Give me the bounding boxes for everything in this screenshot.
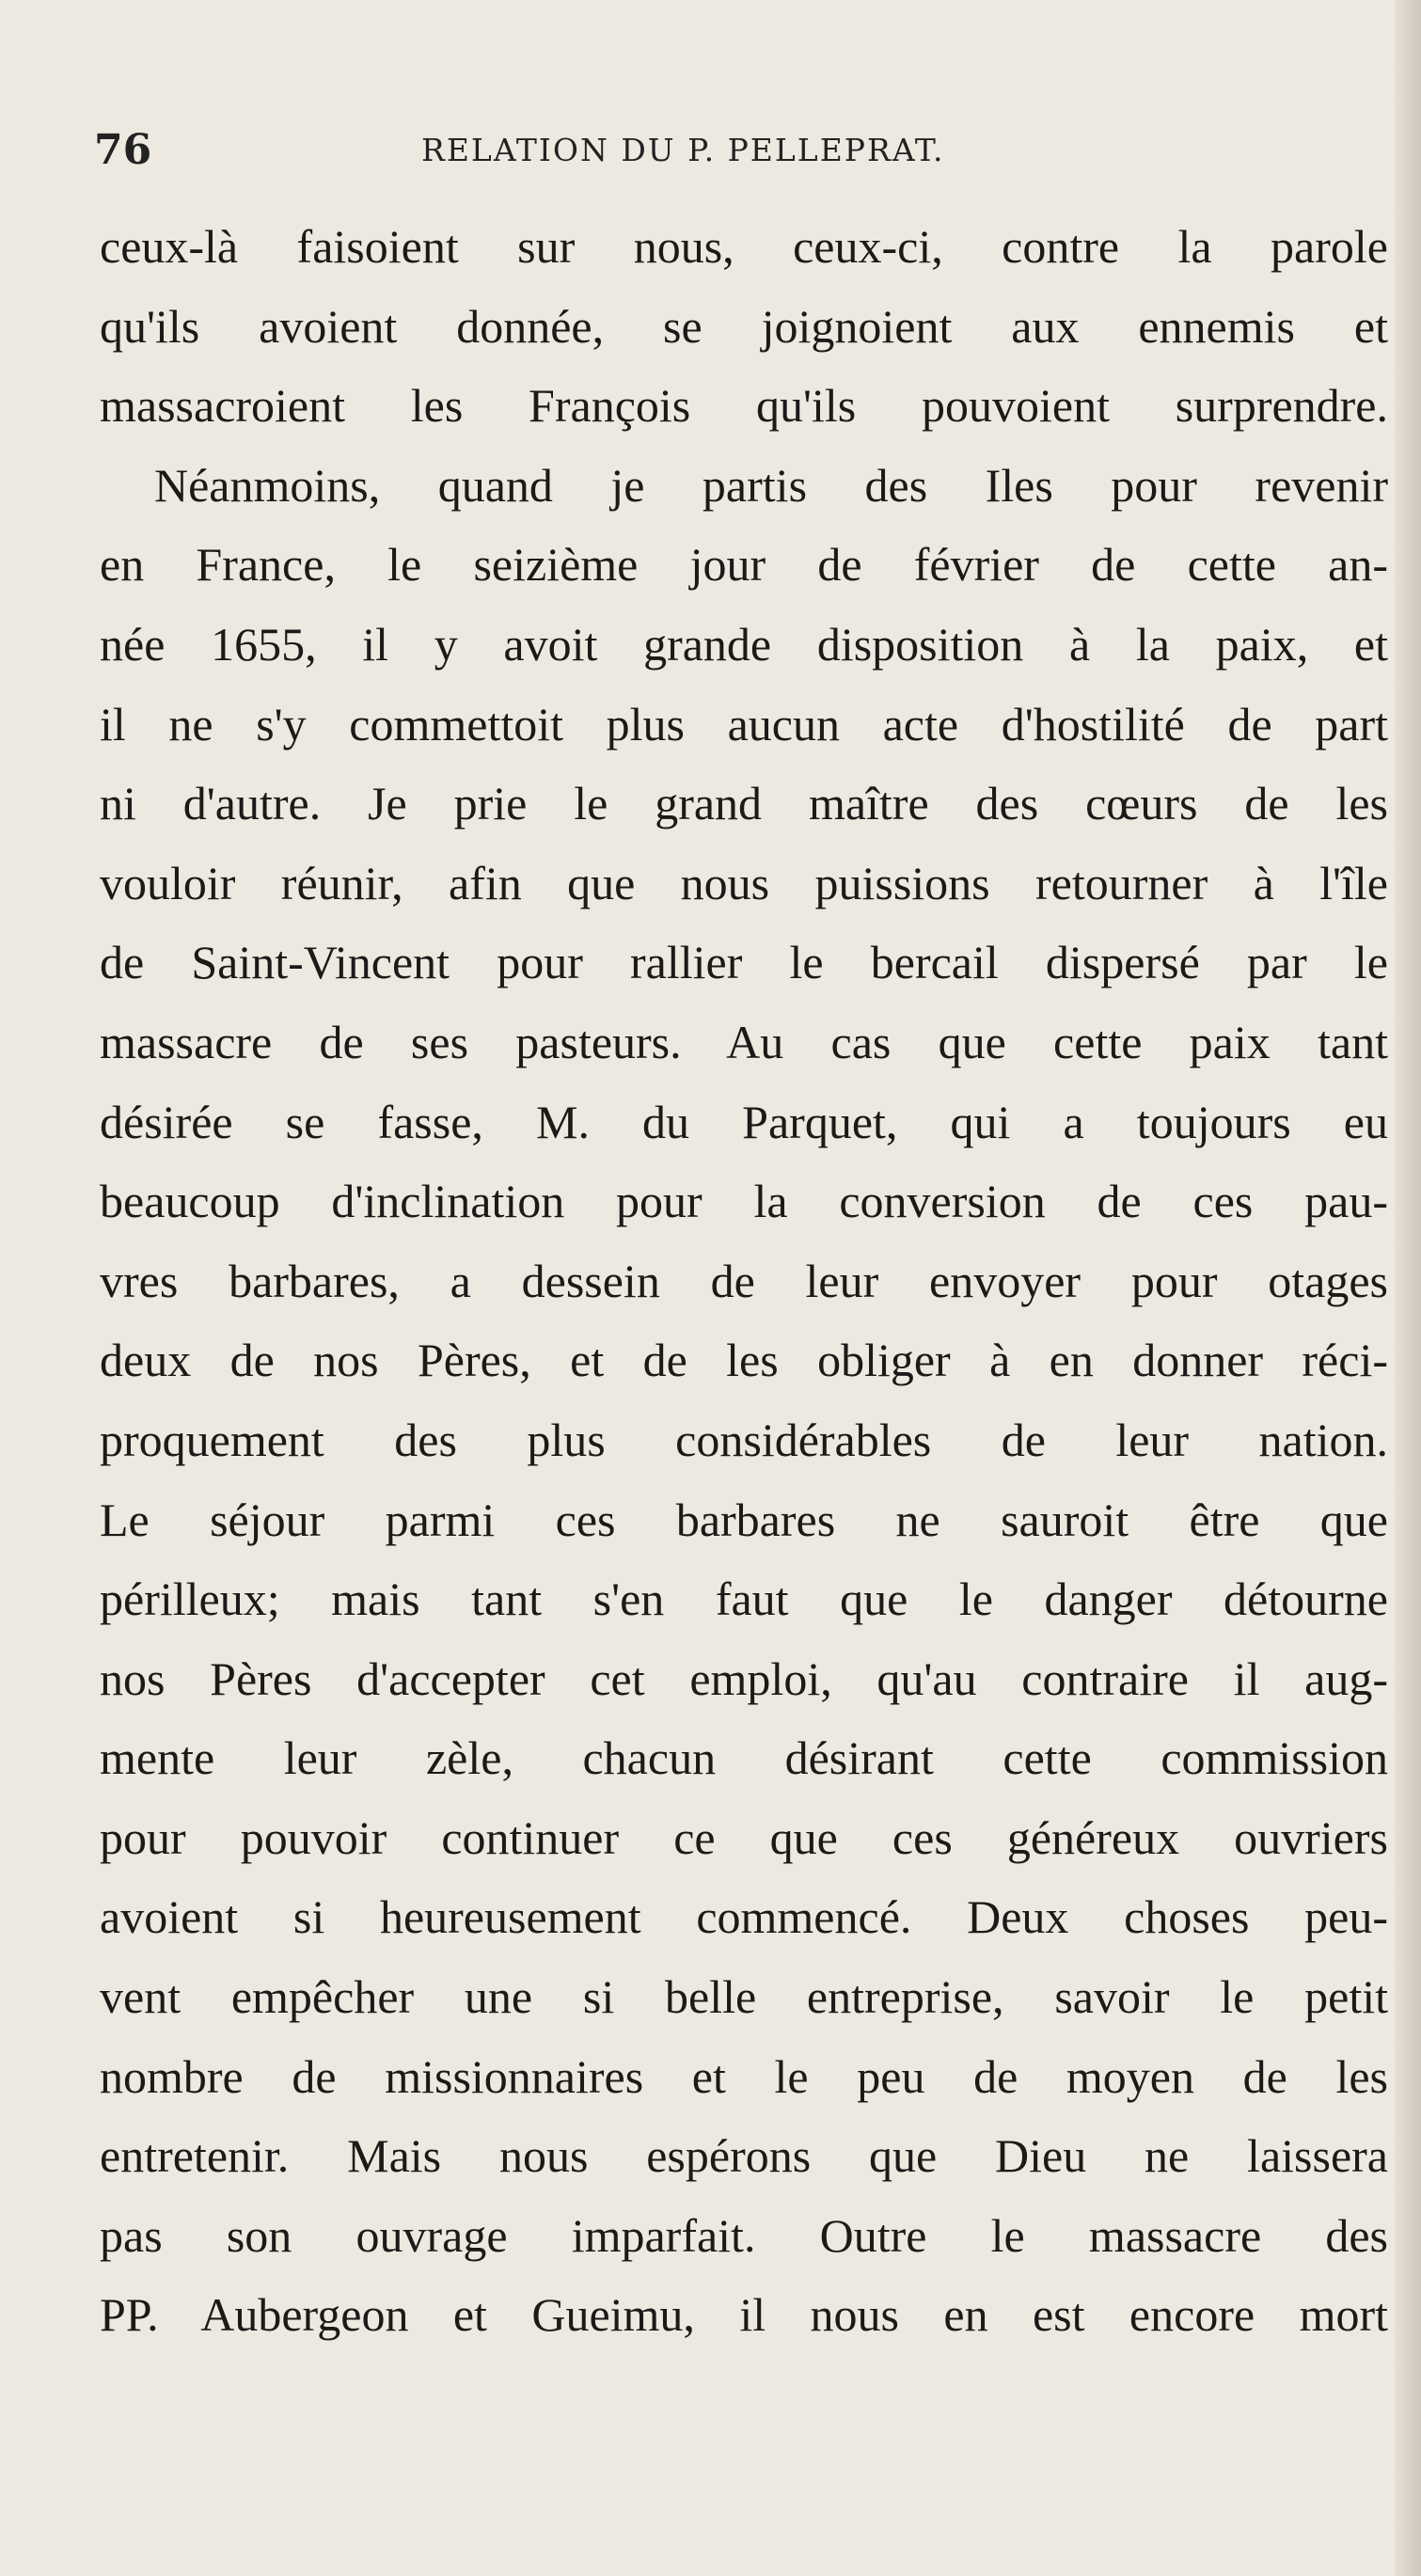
text-line: vent empêcher une si belle entreprise, savoir le petit: [100, 1970, 1388, 2024]
text-line: nombre de missionnaires et le peu de moyen de les: [100, 2049, 1388, 2103]
text-line: ceux-là faisoient sur nous, ceux-ci, contre la parole: [100, 220, 1388, 273]
text-line: périlleux; mais tant s'en faut que le danger détourne: [100, 1572, 1388, 1626]
text-line: proquement des plus considérables de leur nation.: [100, 1413, 1388, 1466]
running-head: RELATION DU P. PELLEPRAT.: [421, 132, 945, 168]
paragraph-first-line: Néanmoins, quand je partis des Iles pour revenir: [154, 458, 1388, 512]
text-line: désirée se fasse, M. du Parquet, qui a toujours eu: [100, 1095, 1388, 1148]
text-line: Le séjour parmi ces barbares ne sauroit être que: [100, 1493, 1388, 1546]
text-line: PP. Aubergeon et Gueimu, il nous en est encore mort: [100, 2288, 1388, 2342]
page-edge-shadow: [1395, 0, 1421, 2576]
text-line: née 1655, il y avoit grande disposition à la paix, et: [100, 617, 1388, 671]
text-line: vres barbares, a dessein de leur envoyer pour otages: [100, 1254, 1388, 1307]
text-line: vouloir réunir, afin que nous puissions retourner à l'île: [100, 856, 1388, 909]
text-line: massacroient les François qu'ils pouvoient surprendre.: [100, 379, 1388, 433]
text-line: qu'ils avoient donnée, se joignoient aux ennemis et: [100, 299, 1388, 353]
text-line: ni d'autre. Je prie le grand maître des cœurs de les: [100, 777, 1388, 830]
text-line: pour pouvoir continuer ce que ces généreux ouvriers: [100, 1810, 1388, 1864]
text-line: nos Pères d'accepter cet emploi, qu'au contraire il aug-: [100, 1651, 1388, 1705]
body-text: [100, 207, 1388, 2355]
page-number: 76: [94, 126, 152, 174]
text-line: de Saint-Vincent pour rallier le bercail dispersé par le: [100, 936, 1388, 989]
text-line: beaucoup d'inclination pour la conversion de ces pau-: [100, 1175, 1388, 1228]
page-header: [94, 122, 1392, 179]
text-line: pas son ouvrage imparfait. Outre le massacre des: [100, 2208, 1388, 2262]
text-line: massacre de ses pasteurs. Au cas que cette paix tant: [100, 1015, 1388, 1068]
text-line: entretenir. Mais nous espérons que Dieu ne laissera: [100, 2129, 1388, 2183]
text-line: deux de nos Pères, et de les obliger à en donner réci-: [100, 1334, 1388, 1387]
text-line: mente leur zèle, chacun désirant cette commission: [100, 1731, 1388, 1785]
text-line: en France, le seizième jour de février de cette an-: [100, 538, 1388, 592]
text-line: avoient si heureusement commencé. Deux choses peu-: [100, 1890, 1388, 1944]
text-line: il ne s'y commettoit plus aucun acte d'hostilité de part: [100, 697, 1388, 751]
